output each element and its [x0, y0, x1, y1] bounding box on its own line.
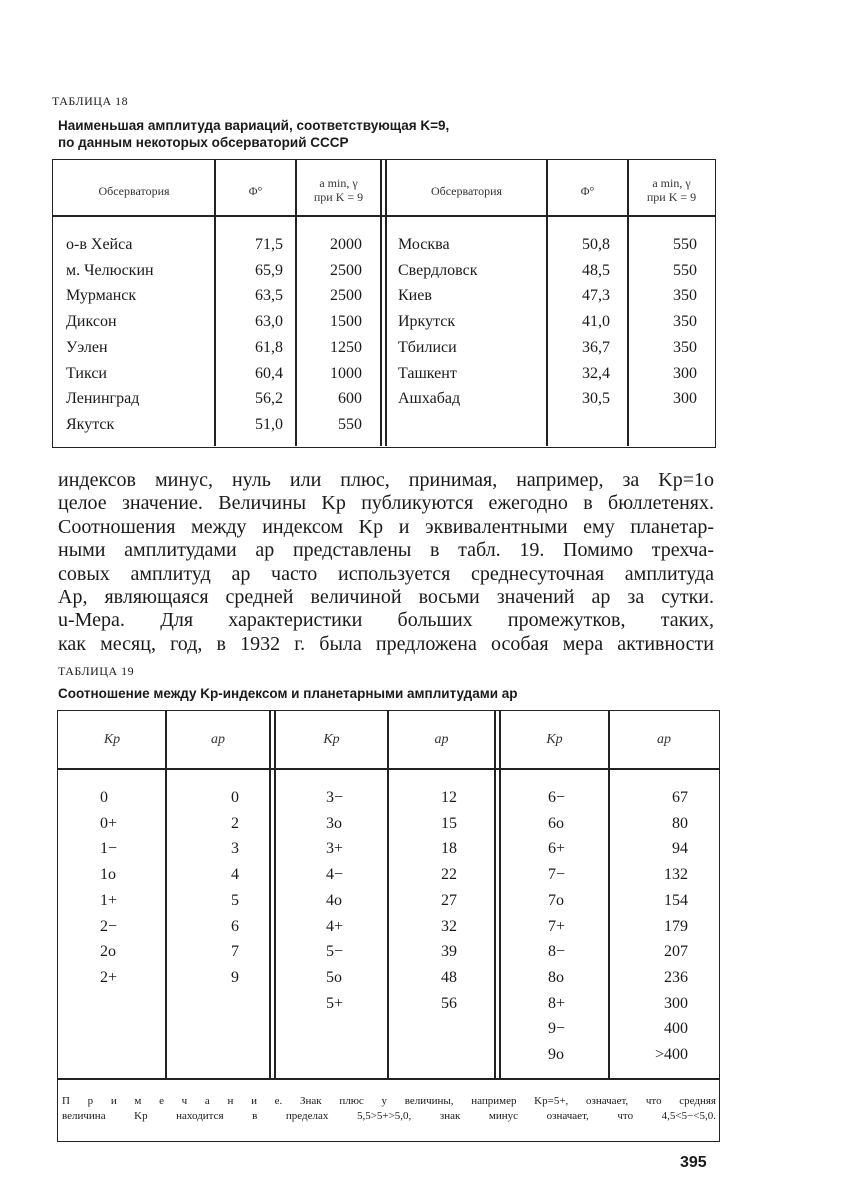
table-cell: 39 [441, 943, 457, 961]
table-cell: Киев [398, 287, 432, 305]
table-cell: 6 [231, 917, 239, 935]
table-cell: м. Челюскин [66, 261, 154, 279]
body-line: целое значение. Величины Kр публикуются ежегодно в бюллетенях. [58, 492, 714, 515]
table-cell: 2500 [330, 261, 362, 279]
table-cell: Ташкент [398, 364, 457, 382]
table-cell: 300 [673, 390, 697, 408]
table-cell: 8+ [548, 994, 566, 1012]
table-cell: 63,0 [255, 313, 283, 331]
table-cell: 65,9 [255, 261, 283, 279]
table-cell: 6+ [548, 840, 566, 858]
table18-header-phi: Φ° [248, 184, 263, 198]
table-cell: 207 [664, 943, 688, 961]
body-line: Соотношения между индексом Kр и эквивалентными ему планетар- [58, 515, 714, 538]
table18-caption-line2: по данным некоторых обсерваторий СССР [58, 135, 349, 150]
table-cell: 1− [100, 840, 118, 858]
table-cell: 71,5 [255, 236, 283, 253]
table-cell: 600 [338, 390, 362, 408]
table-cell: 47,3 [582, 287, 610, 305]
table-cell: 2− [100, 917, 118, 935]
table-cell: 50,8 [582, 236, 610, 253]
table-cell: 2 [231, 814, 239, 832]
table-cell: 0+ [100, 814, 118, 832]
table-cell: 9− [548, 1020, 566, 1038]
table-cell: 0 [100, 789, 108, 806]
table19-header-ap: aр [211, 732, 225, 747]
table-cell: 56 [441, 994, 457, 1012]
table-cell: 7+ [548, 917, 566, 935]
table19-caption: Соотношение между Kр-индексом и планетарными амплитудами aр [58, 686, 518, 701]
body-paragraph [58, 469, 714, 656]
table-cell: 36,7 [582, 338, 610, 356]
table18-header-amin-line1: a min, γ [319, 176, 358, 190]
table-cell: Диксон [66, 313, 117, 331]
table-cell: 7о [548, 891, 564, 909]
table19-divider [494, 711, 496, 1078]
table-cell: 56,2 [255, 390, 283, 408]
table-cell: Ленинград [66, 390, 140, 408]
table19-divider [269, 711, 271, 1078]
table-cell: 179 [664, 917, 688, 935]
table-cell: 2000 [330, 236, 362, 253]
table-cell: Уэлен [66, 338, 108, 356]
table-cell: 350 [673, 338, 697, 356]
table-cell: 0 [231, 789, 239, 806]
table-cell: 22 [441, 866, 457, 884]
table-cell: 7 [231, 943, 239, 961]
table-cell: 32 [441, 917, 457, 935]
table-cell: 8− [548, 943, 566, 961]
table19-note-line2: величина Kр находится в пределах 5,5>5+>5,0, знак минус означает, что 4,5<5−<5,0. [62, 1110, 716, 1122]
table-cell: 236 [664, 968, 688, 986]
table-cell: 1+ [100, 891, 118, 909]
table-cell: 32,4 [582, 364, 610, 382]
table18-caption-line1: Наименьшая амплитуда вариаций, соответствующая K=9, [58, 118, 450, 133]
table-cell: Тбилиси [398, 338, 457, 356]
table-cell: 51,0 [255, 415, 283, 433]
page-number: 395 [680, 1154, 707, 1171]
table19-divider [499, 711, 501, 1078]
table-cell: 94 [672, 840, 688, 858]
table-cell: 6− [548, 789, 566, 806]
table18-label: ТАБЛИЦА 18 [52, 94, 129, 108]
table-cell: 60,4 [255, 364, 283, 382]
table19-group2-ap [389, 785, 457, 1016]
body-line: как месяц, год, в 1932 г. была предложена особая мера активности [58, 632, 714, 655]
table18-right-phi [548, 232, 610, 412]
table19-group3-ap [610, 785, 688, 1068]
table-cell: 80 [672, 814, 688, 832]
table-cell: 4+ [326, 917, 344, 935]
table18-header-amin-right [629, 176, 714, 204]
table19-header-kp: Kр [546, 732, 563, 747]
table-cell: 550 [673, 236, 697, 253]
table-cell: 350 [673, 287, 697, 305]
table-cell: 3о [326, 814, 342, 832]
table18-header-observatory: Обсерватория [98, 184, 170, 198]
table19-note-line1: П р и м е ч а н и е. Знак плюс у величины, например Kр=5+, означает, что средняя [62, 1095, 716, 1107]
body-line: ными амплитудами aр представлены в табл. 19. Помимо трехча- [58, 539, 714, 562]
table-cell: 67 [672, 789, 688, 806]
table18-header-amin-line2: при K = 9 [313, 190, 364, 204]
table18-right-amin [629, 232, 697, 412]
table19-header-ap: aр [434, 732, 449, 747]
table-cell: 8о [548, 968, 564, 986]
table-cell: 132 [664, 866, 688, 884]
table-cell: 550 [338, 415, 362, 433]
table-cell: 154 [664, 891, 688, 909]
table-cell: Москва [398, 236, 450, 253]
table19-header-kp: Kр [323, 732, 340, 747]
table-cell: >400 [654, 1046, 688, 1064]
table-cell: 4 [231, 866, 239, 884]
table19-header-ap: aр [657, 732, 671, 747]
table18-header-amin-right-line1: a min, γ [652, 176, 691, 190]
table-cell: 300 [673, 364, 697, 382]
table19-note [62, 1094, 716, 1124]
table-cell: 2о [100, 943, 116, 961]
table19-group1-kp [100, 785, 117, 991]
table-cell: 400 [664, 1020, 688, 1038]
table-cell: 4− [326, 866, 344, 884]
table18-header-phi-right: Φ° [580, 184, 595, 198]
table-cell: 1000 [330, 364, 362, 382]
table-cell: 3 [231, 840, 239, 858]
table-cell: 2500 [330, 287, 362, 305]
table-cell: 30,5 [582, 390, 610, 408]
table-cell: Ашхабад [398, 390, 461, 408]
table-cell: 550 [673, 261, 697, 279]
table-cell: 9о [548, 1046, 564, 1064]
table18-divider [385, 160, 387, 446]
table19-divider [274, 711, 276, 1078]
table19-label: ТАБЛИЦА 19 [58, 664, 135, 678]
table19-header-rule [57, 768, 720, 770]
table18-header-amin-right-line2: при K = 9 [646, 190, 697, 204]
table-cell: Свердловск [398, 261, 478, 279]
table-cell: 12 [441, 789, 457, 806]
table-cell: Якутск [66, 415, 115, 433]
table-cell: 2+ [100, 968, 118, 986]
table18-header-amin [297, 176, 380, 204]
table-cell: 4о [326, 891, 342, 909]
body-line: индексов минус, нуль или плюс, принимая, например, за Kр=1о [58, 469, 714, 491]
body-line: совых амплитуд aр часто используется среднесуточная амплитуда [58, 562, 714, 585]
table-cell: 5о [326, 968, 342, 986]
table18-left-names [66, 232, 154, 438]
table-cell: 5− [326, 943, 344, 961]
table18-header-observatory-right: Обсерватория [430, 184, 503, 198]
table18-left-amin [297, 232, 362, 438]
table-cell: Тикси [66, 364, 107, 382]
table-cell: 61,8 [255, 338, 283, 356]
table-cell: 3+ [326, 840, 344, 858]
table-cell: 15 [441, 814, 457, 832]
table-cell: 1250 [330, 338, 362, 356]
table-cell: 7− [548, 866, 566, 884]
table19-group3-kp [548, 785, 565, 1068]
table-cell: 1о [100, 866, 116, 884]
table-cell: Мурманск [66, 287, 137, 305]
table-cell: 5+ [326, 994, 344, 1012]
table-cell: 9 [231, 968, 239, 986]
table-cell: 1500 [330, 313, 362, 331]
table19-group1-ap [167, 785, 239, 991]
table-cell: Иркутск [398, 313, 456, 331]
table19-header-kp: Kр [103, 732, 121, 747]
table18-header-rule [52, 215, 716, 217]
table-cell: 41,0 [582, 313, 610, 331]
table-cell: о-в Хейса [66, 236, 133, 253]
table-cell: 5 [231, 891, 239, 909]
table18-left-phi [216, 232, 283, 438]
body-line: Aр, являющаяся средней величиной восьми значений aр за сутки. [58, 586, 714, 609]
table-cell: 350 [673, 313, 697, 331]
table-cell: 18 [441, 840, 457, 858]
table18-right-names [398, 232, 477, 412]
body-line: u-Мера. Для характеристики больших промежутков, таких, [58, 609, 714, 632]
table18-divider [380, 160, 382, 446]
table-cell: 63,5 [255, 287, 283, 305]
table-cell: 27 [441, 891, 457, 909]
table-cell: 300 [664, 994, 688, 1012]
table19-note-rule [57, 1078, 720, 1080]
table19-group2-kp [326, 785, 343, 1016]
table-cell: 48 [441, 968, 457, 986]
table-cell: 6о [548, 814, 564, 832]
table-cell: 48,5 [582, 261, 610, 279]
table18-caption [58, 117, 698, 151]
table-cell: 3− [326, 789, 344, 806]
